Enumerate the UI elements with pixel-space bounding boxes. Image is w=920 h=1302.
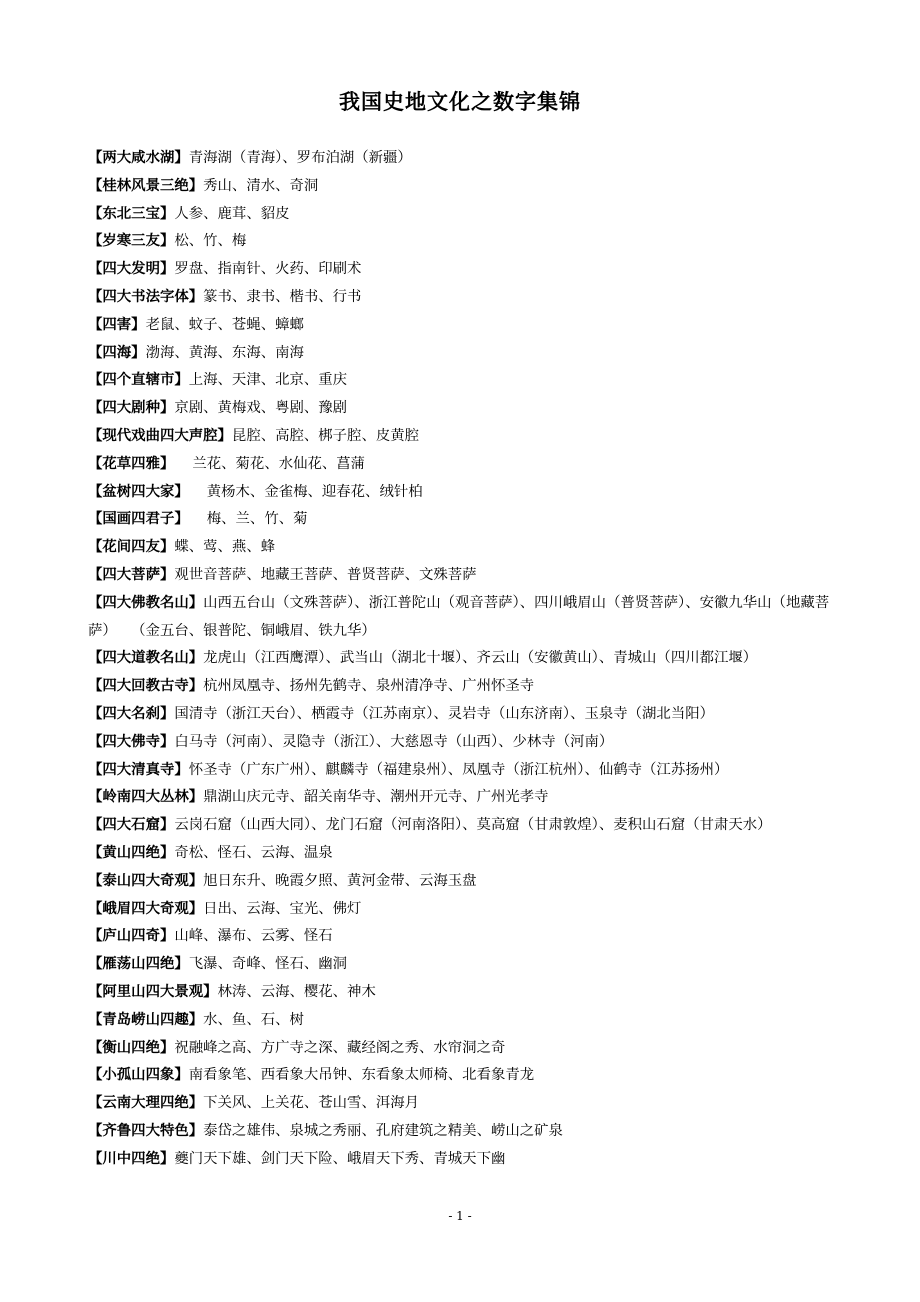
entry-item [88, 173, 836, 201]
entry-value: 夔门天下雄、剑门天下险、峨眉天下秀、青城天下幽 [174, 1150, 506, 1167]
entry-key: 【岭南四大丛林】 [88, 789, 204, 806]
page-number: - 1 - [448, 1209, 472, 1223]
entry-key: 【齐鲁四大特色】 [88, 1122, 204, 1139]
entry-value: 山西五台山（文殊菩萨）、浙江普陀山（观音菩萨）、四川峨眉山（普贤菩萨）、安徽九华山（地藏菩萨） （金五台、银普陀、铜峨眉、铁九华） [88, 594, 830, 639]
entry-value: 渤海、黄海、东海、南海 [145, 344, 304, 361]
entry-value: 罗盘、指南针、火药、印刷术 [174, 261, 362, 278]
entry-value: 龙虎山（江西鹰潭）、武当山（湖北十堰）、齐云山（安徽黄山）、青城山（四川都江堰） [203, 650, 758, 667]
entry-key: 【花间四友】 [88, 539, 175, 556]
entry-key: 【四大清真寺】 [88, 761, 189, 778]
entry-item [88, 840, 836, 868]
entry-key: 【泰山四大奇观】 [88, 872, 204, 889]
entry-value: 松、竹、梅 [174, 233, 247, 250]
entry-item [88, 228, 836, 256]
entry-key: 【桂林风景三绝】 [88, 177, 204, 194]
entry-key: 【四大道教名山】 [88, 650, 204, 667]
entry-key: 【黄山四绝】 [88, 844, 175, 861]
entry-value: 日出、云海、宝光、佛灯 [203, 900, 362, 917]
entry-item [88, 757, 836, 785]
entry-value: 下关风、上关花、苍山雪、洱海月 [203, 1095, 420, 1112]
entry-key: 【雁荡山四绝】 [88, 956, 189, 973]
entry-item [88, 395, 836, 423]
entry-key: 【四大名刹】 [88, 705, 175, 722]
entry-key: 【四大回教古寺】 [88, 678, 204, 695]
entry-value: 上海、天津、北京、重庆 [188, 372, 348, 389]
entry-key: 【盆树四大家】 [88, 483, 189, 500]
entry-key: 【四大书法字体】 [88, 288, 204, 305]
entry-value: 南看象笔、西看象大吊钟、东看象太师椅、北看象青龙 [188, 1067, 535, 1084]
entry-key: 【四大佛教名山】 [88, 594, 204, 611]
entry-value: 旭日东升、晚霞夕照、黄河金带、云海玉盘 [203, 872, 477, 889]
entry-key: 【四大佛寺】 [88, 733, 175, 750]
entry-key: 【四害】 [88, 316, 146, 333]
entry-key: 【岁寒三友】 [88, 233, 175, 250]
entry-item [88, 812, 836, 840]
entry-key: 【四大菩萨】 [88, 566, 175, 583]
entry-item [88, 145, 836, 173]
entry-key: 【小孤山四象】 [88, 1067, 189, 1084]
entry-value: 篆书、隶书、楷书、行书 [203, 288, 362, 305]
entry-value: 林涛、云海、樱花、神木 [217, 983, 376, 1000]
entry-value: 国清寺（浙江天台）、栖霞寺（江苏南京）、灵岩寺（山东济南）、玉泉寺（湖北当阳） [174, 705, 714, 722]
entry-item [88, 951, 836, 979]
entry-value: 京剧、黄梅戏、粤剧、豫剧 [174, 400, 348, 417]
entry-value: 泰岱之雄伟、泉城之秀丽、孔府建筑之精美、崂山之矿泉 [203, 1122, 563, 1139]
entry-key: 【四大石窟】 [88, 817, 175, 834]
entry-item [88, 284, 836, 312]
entry-value: 人参、鹿茸、貂皮 [174, 205, 290, 222]
entry-item [88, 645, 836, 673]
entry-item [88, 340, 836, 368]
entry-value: 云岗石窟（山西大同）、龙门石窟（河南洛阳）、莫高窟（甘肃敦煌）、麦积山石窟（甘肃天水） [174, 817, 772, 834]
entry-key: 【两大咸水湖】 [88, 150, 189, 166]
entry-value: 兰花、菊花、水仙花、菖蒲 [192, 455, 366, 472]
entry-item [88, 590, 836, 646]
entry-value: 山峰、瀑布、云雾、怪石 [174, 928, 333, 945]
entry-item [88, 1118, 836, 1146]
entry-key: 【青岛崂山四趣】 [88, 1011, 204, 1028]
entry-item [88, 979, 836, 1007]
entry-item [88, 534, 836, 562]
entry-value: 飞瀑、奇峰、怪石、幽洞 [188, 956, 348, 973]
entry-item [88, 479, 836, 507]
document-title: 我国史地文化之数字集锦 [339, 90, 581, 114]
entry-key: 【花草四雅】 [88, 455, 175, 472]
entry-value: 蝶、莺、燕、蜂 [174, 539, 276, 556]
entry-value: 奇松、怪石、云海、温泉 [174, 844, 333, 861]
entry-key: 【川中四绝】 [88, 1150, 175, 1167]
entry-key: 【四大剧种】 [88, 400, 175, 417]
entry-key: 【东北三宝】 [88, 205, 175, 222]
entry-key: 【峨眉四大奇观】 [88, 900, 204, 917]
entry-item [88, 1090, 836, 1118]
entry-item [88, 701, 836, 729]
entry-value: 鼎湖山庆元寺、韶关南华寺、潮州开元寺、广州光孝寺 [203, 789, 549, 806]
entry-item [88, 423, 836, 451]
entry-item [88, 256, 836, 284]
entry-value: 黄杨木、金雀梅、迎春花、绒针柏 [206, 483, 423, 500]
entry-value: 水、鱼、石、树 [203, 1011, 304, 1028]
entry-item [88, 673, 836, 701]
entry-key: 【阿里山四大景观】 [88, 983, 218, 1000]
entry-value: 观世音菩萨、地藏王菩萨、普贤菩萨、文殊菩萨 [174, 566, 477, 583]
entry-item [88, 451, 836, 479]
entry-value: 杭州凤凰寺、扬州先鹤寺、泉州清净寺、广州怀圣寺 [203, 678, 535, 695]
entry-item [88, 1007, 836, 1035]
entry-item [88, 1062, 836, 1090]
entry-list [88, 145, 836, 1173]
entry-value: 老鼠、蚊子、苍蝇、蟑螂 [145, 316, 304, 333]
entry-item [88, 923, 836, 951]
entry-value: 青海湖（青海）、罗布泊湖（新疆） [188, 150, 412, 166]
entry-item [88, 896, 836, 924]
entry-value: 秀山、清水、奇洞 [203, 177, 319, 194]
entry-item [88, 201, 836, 229]
entry-key: 【四大发明】 [88, 261, 175, 278]
entry-item [88, 784, 836, 812]
entry-value: 怀圣寺（广东广州）、麒麟寺（福建泉州）、凤凰寺（浙江杭州）、仙鹤寺（江苏扬州） [188, 761, 729, 778]
entry-value: 白马寺（河南）、灵隐寺（浙江）、大慈恩寺（山西）、少林寺（河南） [174, 733, 614, 750]
entry-item [88, 367, 836, 395]
entry-value: 梅、兰、竹、菊 [206, 511, 308, 528]
entry-item [88, 312, 836, 340]
entry-value: 昆腔、高腔、梆子腔、皮黄腔 [231, 427, 420, 444]
entry-key: 【国画四君子】 [88, 511, 189, 528]
entry-item [88, 1146, 836, 1174]
entry-value: 祝融峰之高、方广寺之深、藏经阁之秀、水帘洞之奇 [174, 1039, 506, 1056]
entry-key: 【现代戏曲四大声腔】 [88, 427, 232, 444]
entry-key: 【四个直辖市】 [88, 372, 189, 389]
entry-key: 【四海】 [88, 344, 146, 361]
entry-key: 【云南大理四绝】 [88, 1095, 204, 1112]
entry-item [88, 1035, 836, 1063]
entry-key: 【庐山四奇】 [88, 928, 175, 945]
entry-item [88, 729, 836, 757]
entry-key: 【衡山四绝】 [88, 1039, 175, 1056]
entry-item [88, 562, 836, 590]
entry-item [88, 506, 836, 534]
entry-item [88, 868, 836, 896]
